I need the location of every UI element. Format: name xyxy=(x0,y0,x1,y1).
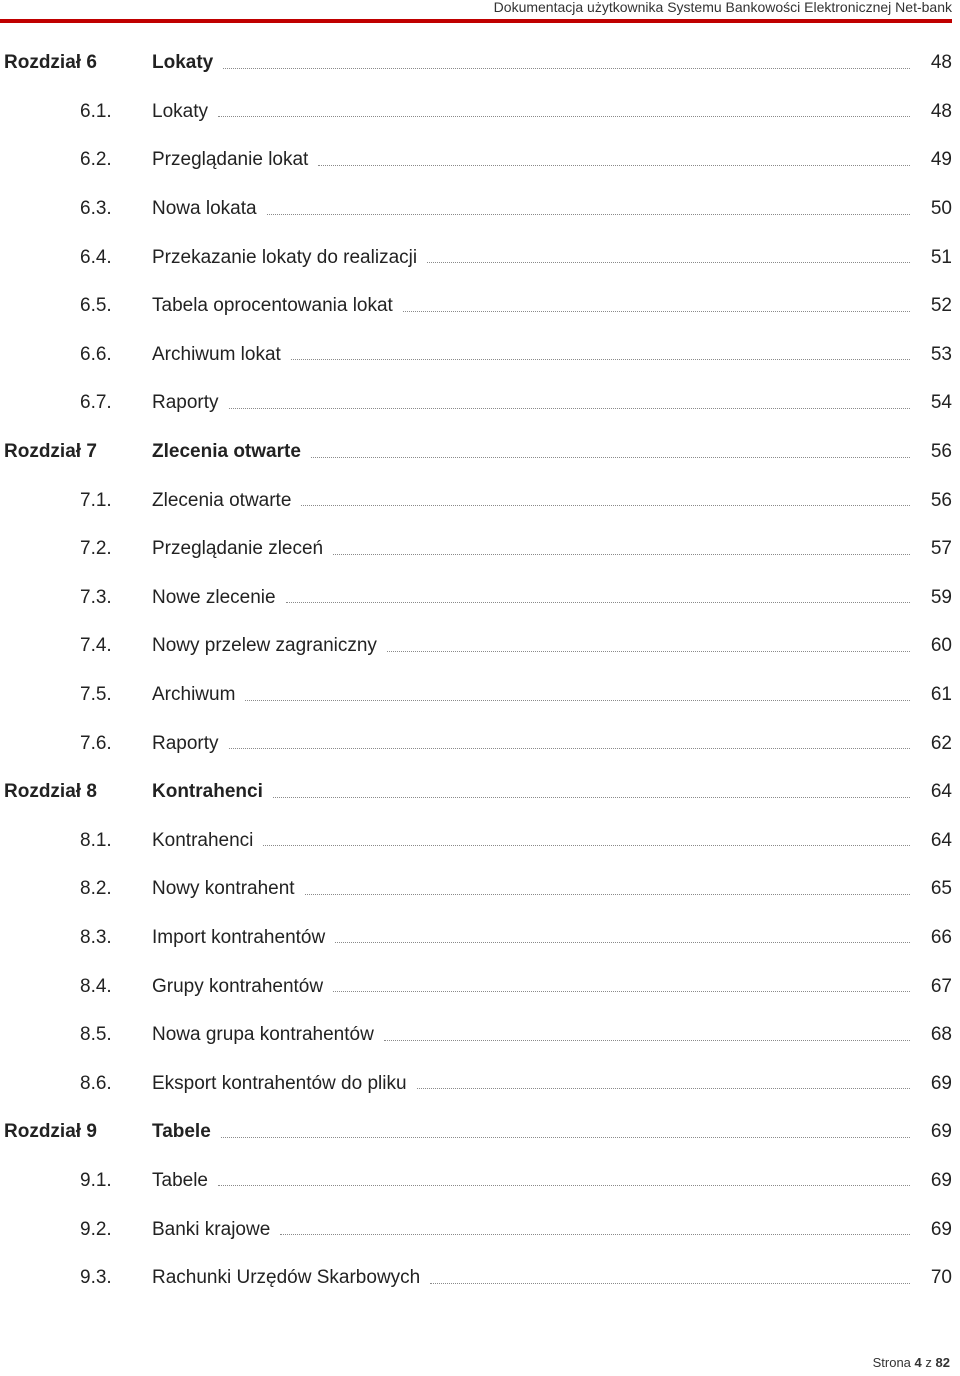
toc-entry-number: 8.6. xyxy=(80,1072,112,1094)
toc-section-row[interactable] xyxy=(0,914,952,963)
toc-entry-page: 61 xyxy=(930,684,952,706)
toc-entry-number: Rozdział 8 xyxy=(4,781,97,803)
toc-entry-page: 65 xyxy=(930,878,952,900)
toc-entry-number: 6.3. xyxy=(80,198,112,220)
toc-entry-page: 51 xyxy=(930,246,952,268)
toc-entry-title: Raporty xyxy=(152,392,219,414)
toc-entry-title: Raporty xyxy=(152,732,219,754)
dot-leader xyxy=(221,1137,910,1138)
toc-entry-number: 7.1. xyxy=(80,489,112,511)
toc-entry-page: 66 xyxy=(930,926,952,948)
toc-entry-title: Import kontrahentów xyxy=(152,926,326,948)
toc-entry-title: Przeglądanie zleceń xyxy=(152,538,324,560)
toc-entry-number: Rozdział 7 xyxy=(4,441,97,463)
toc-entry-title: Archiwum lokat xyxy=(152,343,281,365)
dot-leader xyxy=(291,359,910,360)
toc-entry-number: 7.5. xyxy=(80,684,112,706)
footer-label: Strona xyxy=(872,1355,911,1370)
toc-entry-title: Zlecenia otwarte xyxy=(152,489,292,511)
toc-section-row[interactable] xyxy=(0,1205,952,1254)
footer-sep: z xyxy=(925,1355,932,1370)
dot-leader xyxy=(387,651,910,652)
dot-leader xyxy=(384,1040,910,1041)
toc-entry-number: 8.2. xyxy=(80,878,112,900)
toc-entry-number: 8.3. xyxy=(80,926,112,948)
toc-section-row[interactable] xyxy=(0,1254,952,1303)
toc-entry-number: 7.2. xyxy=(80,538,112,560)
toc-section-row[interactable] xyxy=(0,233,952,282)
dot-leader xyxy=(311,457,910,458)
toc-entry-number: 7.6. xyxy=(80,732,112,754)
toc-section-row[interactable] xyxy=(0,525,952,574)
toc-section-row[interactable] xyxy=(0,865,952,914)
toc-entry-page: 69 xyxy=(930,1218,952,1240)
toc-entry-title: Tabele xyxy=(152,1169,208,1191)
toc-section-row[interactable] xyxy=(0,622,952,671)
toc-entry-title: Nowe zlecenie xyxy=(152,586,276,608)
toc-entry-number: 6.5. xyxy=(80,295,112,317)
toc-section-row[interactable] xyxy=(0,136,952,185)
toc-entry-page: 50 xyxy=(930,198,952,220)
dot-leader xyxy=(280,1234,910,1235)
dot-leader xyxy=(333,554,910,555)
footer-current-page: 4 xyxy=(914,1355,922,1370)
toc-section-row[interactable] xyxy=(0,88,952,137)
table-of-contents xyxy=(0,39,952,1302)
toc-section-row[interactable] xyxy=(0,282,952,331)
dot-leader xyxy=(218,1185,910,1186)
toc-entry-title: Lokaty xyxy=(152,100,208,122)
toc-entry-number: 6.6. xyxy=(80,343,112,365)
dot-leader xyxy=(335,942,910,943)
dot-leader xyxy=(301,505,910,506)
toc-entry-number: 8.5. xyxy=(80,1024,112,1046)
toc-entry-page: 49 xyxy=(930,149,952,171)
toc-entry-title: Kontrahenci xyxy=(152,781,263,803)
footer-total-pages: 82 xyxy=(935,1355,950,1370)
toc-entry-title: Kontrahenci xyxy=(152,829,254,851)
toc-entry-number: 6.4. xyxy=(80,246,112,268)
dot-leader xyxy=(245,700,910,701)
toc-entry-number: 7.3. xyxy=(80,586,112,608)
toc-entry-page: 57 xyxy=(930,538,952,560)
toc-entry-title: Lokaty xyxy=(152,52,214,74)
toc-entry-title: Nowa grupa kontrahentów xyxy=(152,1024,374,1046)
toc-entry-number: 8.4. xyxy=(80,975,112,997)
toc-entry-number: 8.1. xyxy=(80,829,112,851)
toc-section-row[interactable] xyxy=(0,1059,952,1108)
toc-entry-number: Rozdział 6 xyxy=(4,52,97,74)
toc-entry-number: 6.2. xyxy=(80,149,112,171)
toc-entry-number: 9.2. xyxy=(80,1218,112,1240)
dot-leader xyxy=(273,797,910,798)
toc-entry-page: 69 xyxy=(930,1072,952,1094)
toc-entry-page: 69 xyxy=(930,1169,952,1191)
dot-leader xyxy=(430,1283,910,1284)
toc-entry-page: 56 xyxy=(930,489,952,511)
document-header xyxy=(0,0,952,20)
toc-entry-page: 69 xyxy=(930,1121,952,1143)
toc-section-row[interactable] xyxy=(0,379,952,428)
dot-leader xyxy=(403,311,910,312)
toc-entry-number: 9.1. xyxy=(80,1169,112,1191)
toc-chapter-row[interactable] xyxy=(0,768,952,817)
toc-entry-page: 48 xyxy=(930,52,952,74)
toc-entry-number: 6.1. xyxy=(80,100,112,122)
toc-entry-page: 52 xyxy=(930,295,952,317)
toc-entry-title: Przeglądanie lokat xyxy=(152,149,309,171)
toc-entry-title: Nowy przelew zagraniczny xyxy=(152,635,377,657)
toc-chapter-row[interactable] xyxy=(0,39,952,88)
toc-section-row[interactable] xyxy=(0,719,952,768)
toc-entry-page: 54 xyxy=(930,392,952,414)
toc-chapter-row[interactable] xyxy=(0,1108,952,1157)
toc-entry-title: Nowa lokata xyxy=(152,198,257,220)
toc-section-row[interactable] xyxy=(0,185,952,234)
toc-entry-title: Eksport kontrahentów do pliku xyxy=(152,1072,407,1094)
toc-entry-page: 60 xyxy=(930,635,952,657)
dot-leader xyxy=(333,991,910,992)
toc-section-row[interactable] xyxy=(0,476,952,525)
toc-entry-number: Rozdział 9 xyxy=(4,1121,97,1143)
toc-entry-title: Grupy kontrahentów xyxy=(152,975,324,997)
toc-entry-number: 7.4. xyxy=(80,635,112,657)
dot-leader xyxy=(267,214,910,215)
toc-entry-title: Archiwum xyxy=(152,684,236,706)
toc-section-row[interactable] xyxy=(0,331,952,380)
toc-entry-page: 68 xyxy=(930,1024,952,1046)
toc-section-row[interactable] xyxy=(0,1157,952,1206)
dot-leader xyxy=(305,894,910,895)
toc-section-row[interactable] xyxy=(0,1011,952,1060)
toc-entry-title: Banki krajowe xyxy=(152,1218,271,1240)
toc-section-row[interactable] xyxy=(0,574,952,623)
header-title: Dokumentacja użytkownika Systemu Bankowości Elektronicznej Net-bank xyxy=(493,0,952,15)
toc-entry-page: 59 xyxy=(930,586,952,608)
toc-entry-number: 6.7. xyxy=(80,392,112,414)
toc-section-row[interactable] xyxy=(0,817,952,866)
dot-leader xyxy=(218,116,910,117)
toc-entry-page: 70 xyxy=(930,1267,952,1289)
toc-entry-number: 9.3. xyxy=(80,1267,112,1289)
dot-leader xyxy=(427,262,910,263)
toc-entry-page: 64 xyxy=(930,781,952,803)
dot-leader xyxy=(318,165,910,166)
dot-leader xyxy=(229,408,910,409)
toc-entry-page: 64 xyxy=(930,829,952,851)
toc-entry-page: 48 xyxy=(930,100,952,122)
dot-leader xyxy=(417,1088,910,1089)
toc-section-row[interactable] xyxy=(0,671,952,720)
toc-entry-page: 67 xyxy=(930,975,952,997)
toc-entry-title: Tabele xyxy=(152,1121,211,1143)
toc-chapter-row[interactable] xyxy=(0,428,952,477)
toc-entry-page: 62 xyxy=(930,732,952,754)
toc-entry-title: Rachunki Urzędów Skarbowych xyxy=(152,1267,421,1289)
dot-leader xyxy=(286,602,910,603)
toc-entry-title: Zlecenia otwarte xyxy=(152,441,301,463)
toc-entry-page: 53 xyxy=(930,343,952,365)
page-footer xyxy=(873,1355,950,1370)
header-divider xyxy=(0,19,952,23)
toc-entry-page: 56 xyxy=(930,441,952,463)
toc-entry-title: Tabela oprocentowania lokat xyxy=(152,295,393,317)
toc-section-row[interactable] xyxy=(0,962,952,1011)
dot-leader xyxy=(263,845,910,846)
dot-leader xyxy=(223,68,910,69)
toc-entry-title: Przekazanie lokaty do realizacji xyxy=(152,246,418,268)
dot-leader xyxy=(229,748,910,749)
toc-entry-title: Nowy kontrahent xyxy=(152,878,295,900)
